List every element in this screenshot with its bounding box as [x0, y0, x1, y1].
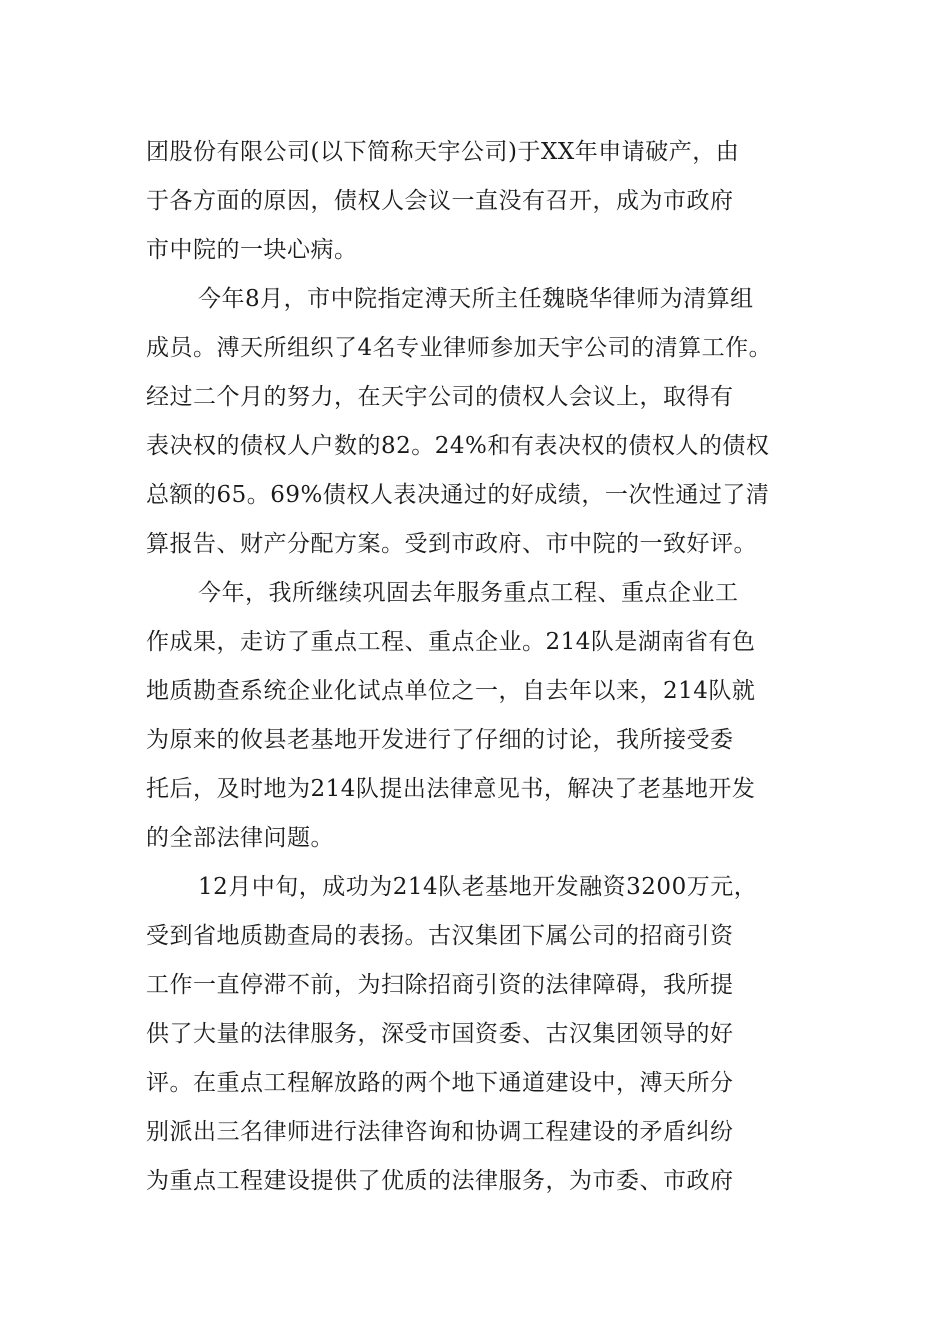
text-line: 地质勘查系统企业化试点单位之一，自去年以来，214队就 — [146, 678, 756, 704]
paragraph-start-line: 今年8月，市中院指定溥天所主任魏晓华律师为清算组 — [198, 286, 754, 312]
text-line: 表决权的债权人户数的82。24%和有表决权的债权人的债权 — [146, 433, 770, 459]
text-line: 于各方面的原因，债权人会议一直没有召开，成为市政府 — [146, 188, 734, 214]
text-line: 供了大量的法律服务，深受市国资委、古汉集团领导的好 — [146, 1021, 734, 1047]
text-line: 的全部法律问题。 — [146, 825, 334, 851]
text-line: 受到省地质勘查局的表扬。古汉集团下属公司的招商引资 — [146, 923, 734, 949]
text-line: 经过二个月的努力，在天宇公司的债权人会议上，取得有 — [146, 384, 734, 410]
text-line: 为重点工程建设提供了优质的法律服务，为市委、市政府 — [146, 1168, 734, 1194]
text-line: 工作一直停滞不前，为扫除招商引资的法律障碍，我所提 — [146, 972, 734, 998]
text-line: 总额的65。69%债权人表决通过的好成绩，一次性通过了清 — [146, 482, 770, 508]
paragraph-start-line: 今年，我所继续巩固去年服务重点工程、重点企业工 — [198, 580, 739, 606]
text-line: 算报告、财产分配方案。受到市政府、市中院的一致好评。 — [146, 531, 757, 557]
text-line: 成员。溥天所组织了4名专业律师参加天宇公司的清算工作。 — [146, 335, 773, 361]
text-line: 别派出三名律师进行法律咨询和协调工程建设的矛盾纠纷 — [146, 1119, 734, 1145]
text-line: 托后，及时地为214队提出法律意见书，解决了老基地开发 — [146, 776, 756, 802]
text-line: 评。在重点工程解放路的两个地下通道建设中，溥天所分 — [146, 1070, 734, 1096]
text-line: 为原来的攸县老基地开发进行了仔细的讨论，我所接受委 — [146, 727, 734, 753]
text-line: 市中院的一块心病。 — [146, 237, 358, 263]
text-line: 作成果，走访了重点工程、重点企业。214队是湖南省有色 — [146, 629, 756, 655]
paragraph-start-line: 12月中旬，成功为214队老基地开发融资3200万元， — [198, 874, 758, 900]
body-text — [146, 128, 812, 1206]
text-line: 团股份有限公司(以下简称天宇公司)于XX年申请破产，由 — [146, 139, 740, 165]
